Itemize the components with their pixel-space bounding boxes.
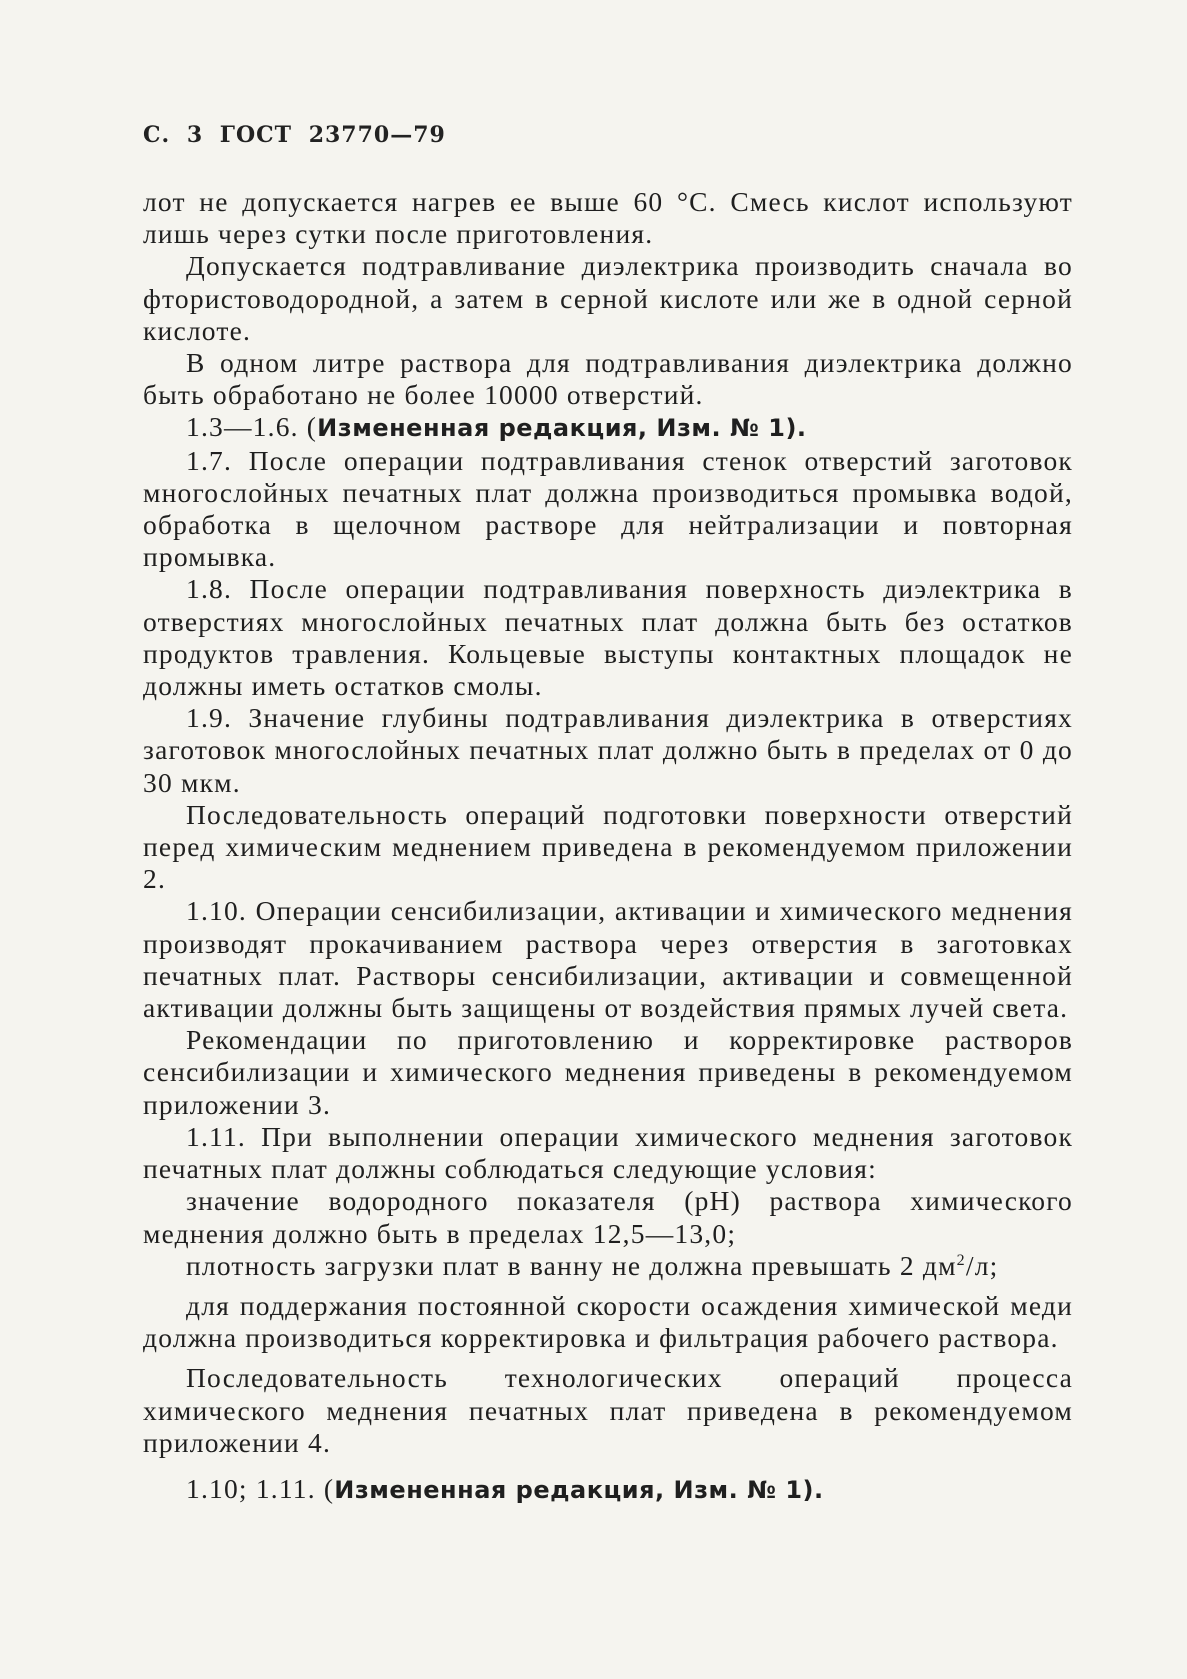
paragraph-holes-per-litre: В одном литре раствора для подтравливания диэлектрика должно быть обработано не более 10000 отверстий. xyxy=(143,347,1073,411)
paragraph-sequence-app2: Последовательность операций подготовки поверхности отверстий перед химическим меднением приведена в рекомендуемом приложении 2. xyxy=(143,798,1073,895)
paragraph-filtration: для поддержания постоянной скорости осаждения химической меди должна производиться корректировка и фильтрация рабочего раствора. xyxy=(143,1289,1073,1354)
paragraph-1-8: 1.8. После операции подтравливания поверхность диэлектрика в отверстиях многослойных печатных плат должна быть без остатков продуктов травления. Кольцевые выступы контактных площадок не должны иметь остатков смолы. xyxy=(143,573,1073,702)
paragraph-ph-condition: значение водородного показателя (pH) раствора химического меднения должно быть в пределах 12,5—13,0; xyxy=(143,1185,1073,1249)
amendment-bold: Измененная редакция, Изм. № 1 xyxy=(334,1475,803,1504)
paragraph-acid-mix: лот не допускается нагрев ее выше 60 °С. Смесь кислот используют лишь через сутки после приготовления. xyxy=(143,186,1073,250)
paragraph-1-10: 1.10. Операции сенсибилизации, активации и химического меднения производят прокачиванием раствора через отверстия в заготовках печатных плат. Растворы сенсибилизации, активации и совмещенной активации должны быть защищены от воздействия прямых лучей света. xyxy=(143,895,1073,1024)
load-density-text: плотность загрузки плат в ванну не должна превышать 2 дм xyxy=(186,1249,957,1281)
paragraph-sequence-app4: Последовательность технологических операций процесса химического меднения печатных плат приведена в рекомендуемом приложении 4. xyxy=(143,1362,1073,1458)
amendment-prefix: 1.3—1.6. ( xyxy=(186,411,318,443)
paragraph-1-7: 1.7. После операции подтравливания стенок отверстий заготовок многослойных печатных плат должна производиться промывка водой, обработка в щелочном растворе для нейтрализации и повторная промывка. xyxy=(143,444,1073,573)
amendment-suffix: ). xyxy=(785,414,807,443)
paragraph-1-9: 1.9. Значение глубины подтравливания диэлектрика в отверстиях заготовок многослойных печатных плат должно быть в пределах от 0 до 30 мкм. xyxy=(143,702,1073,798)
paragraph-1-11: 1.11. При выполнении операции химического меднения заготовок печатных плат должны соблюдаться следующие условия: xyxy=(143,1120,1073,1185)
amendment-note-1-10-1-11 xyxy=(143,1473,1073,1506)
paragraph-etching-order: Допускается подтравливание диэлектрика производить сначала во фтористоводородной, а затем в серной кислоте или же в одной серной кислоте. xyxy=(143,250,1073,346)
amendment-note-1-3-1-6 xyxy=(143,411,1073,444)
load-density-sup: 2 xyxy=(956,1251,966,1269)
amendment-bold: Измененная редакция, Изм. № 1 xyxy=(317,414,786,443)
paragraph-load-density xyxy=(143,1250,1073,1282)
document-body xyxy=(143,186,1073,1506)
page-header: С. 3 ГОСТ 23770—79 xyxy=(143,122,446,148)
amendment-suffix: ). xyxy=(802,1475,824,1504)
amendment-prefix: 1.10; 1.11. ( xyxy=(186,1472,335,1504)
paragraph-recommendations-app3: Рекомендации по приготовлению и корректировке растворов сенсибилизации и химического меднения приведены в рекомендуемом приложении 3. xyxy=(143,1024,1073,1120)
load-density-unit: /л; xyxy=(965,1249,999,1281)
